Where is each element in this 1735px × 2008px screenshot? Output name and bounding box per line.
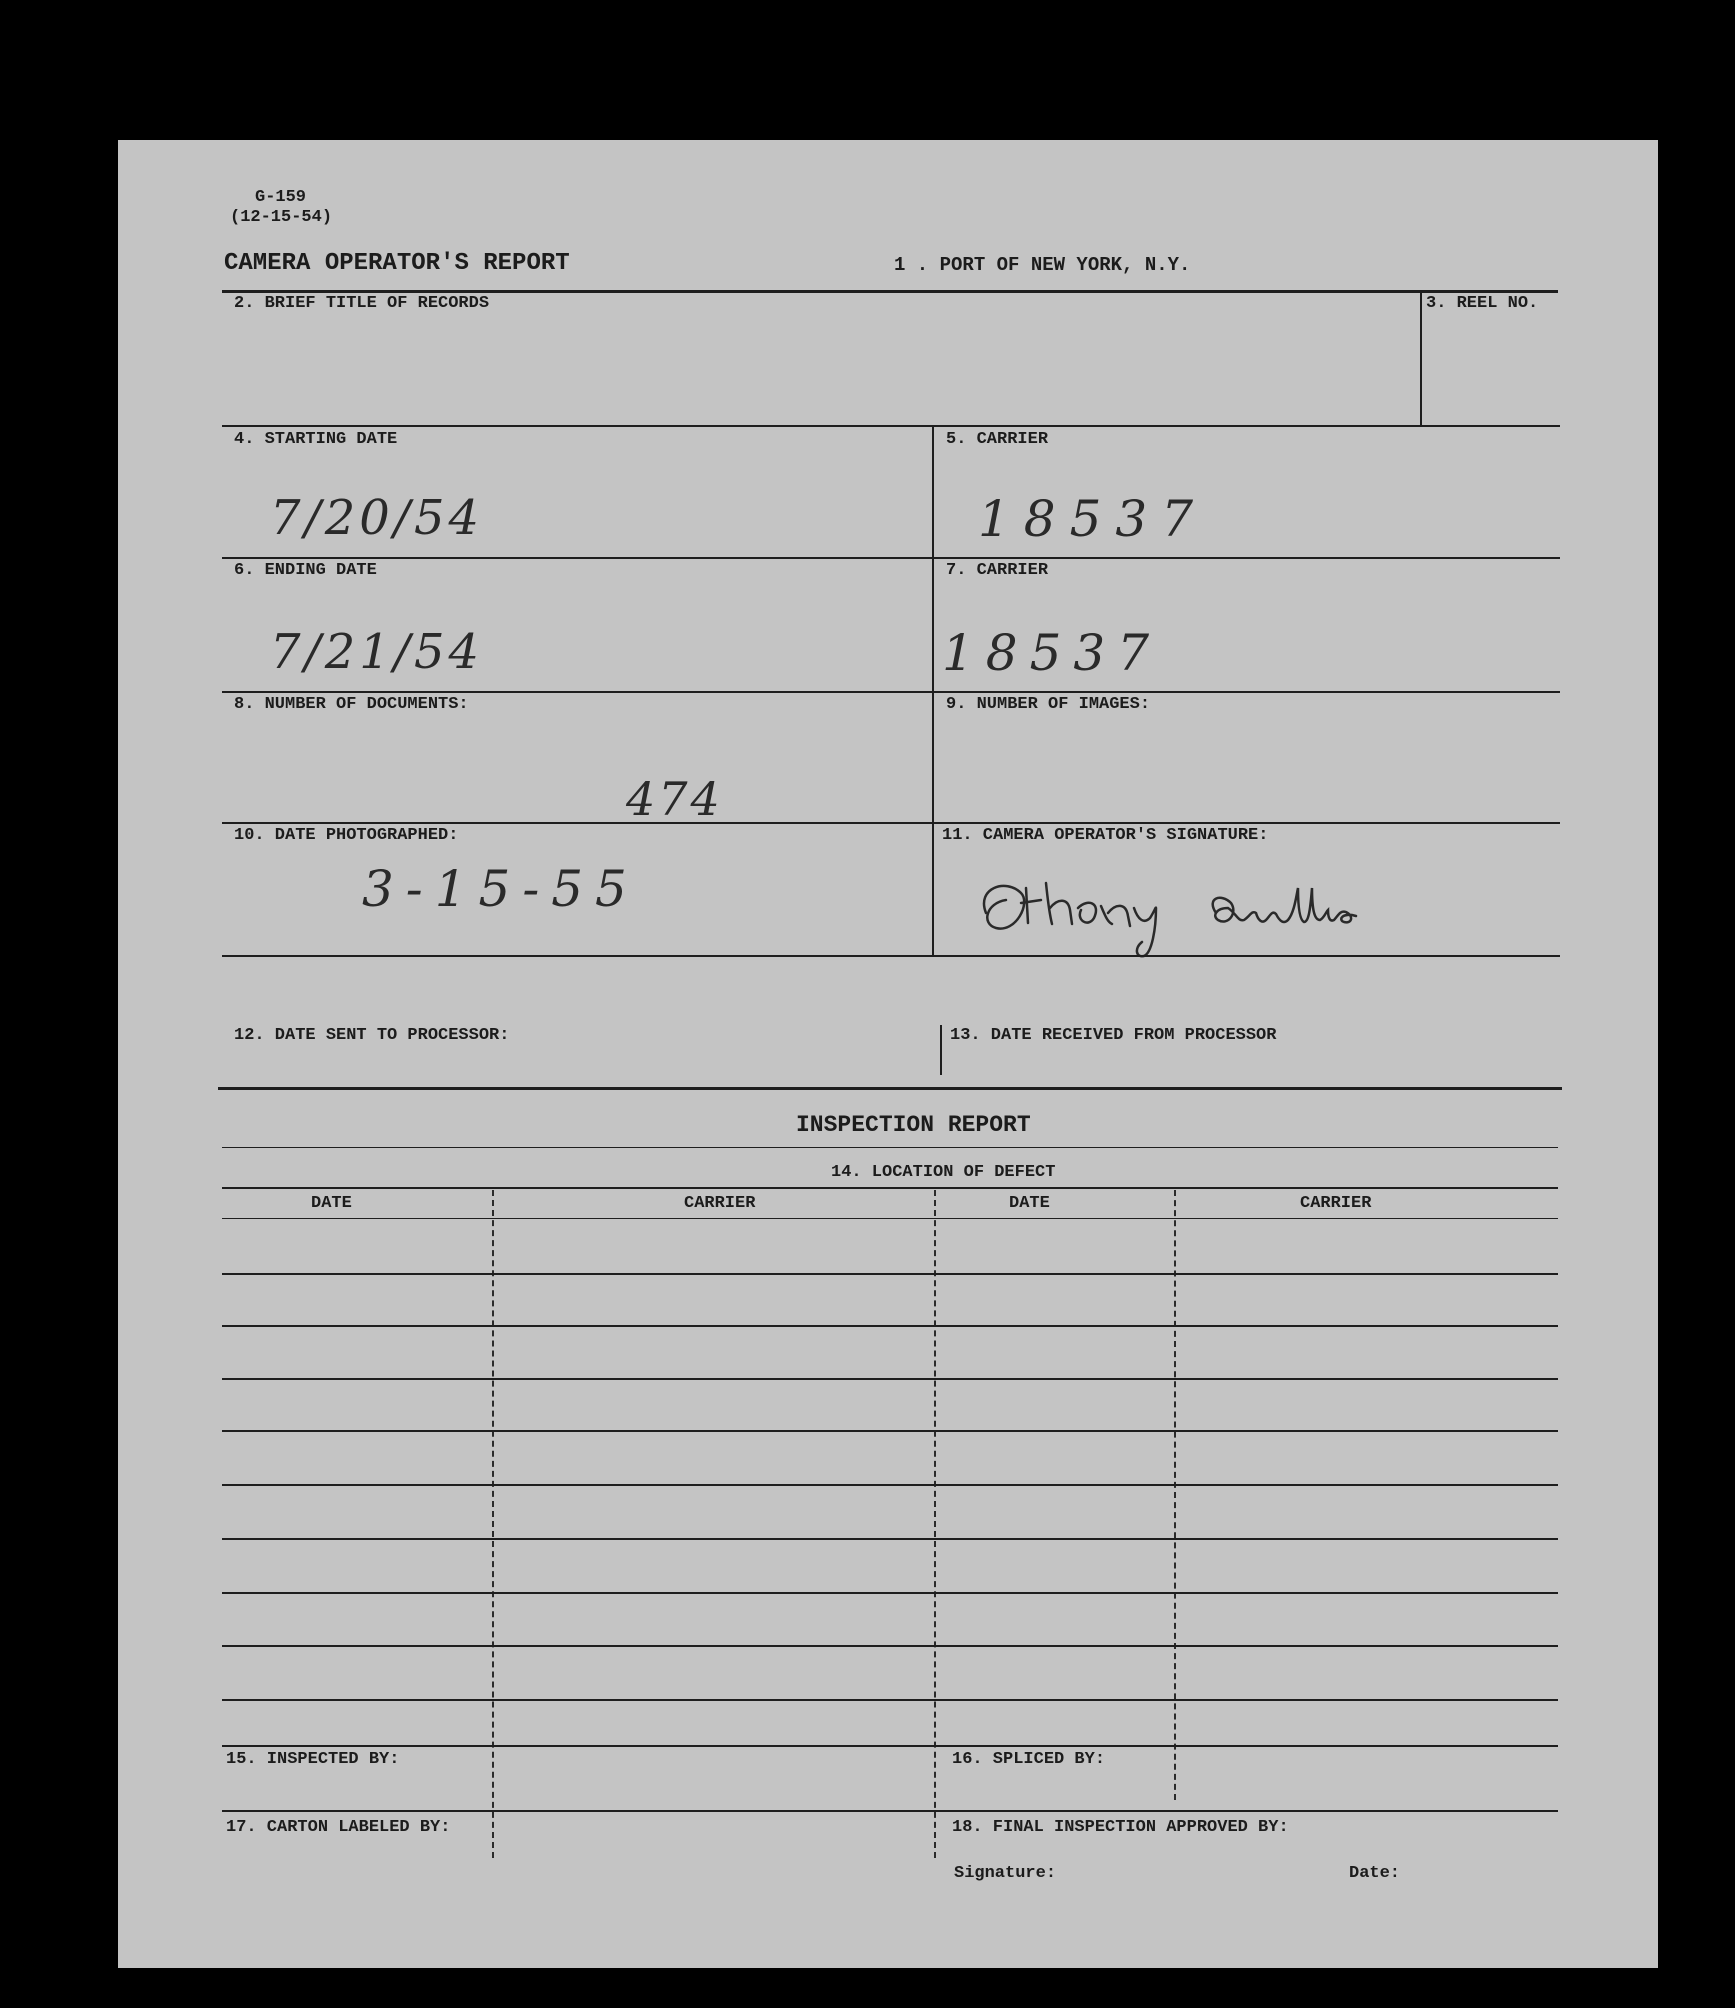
starting-date-label: 4. STARTING DATE <box>234 430 398 449</box>
num-documents-label: 8. NUMBER OF DOCUMENTS: <box>234 695 469 714</box>
carton-labeled-label: 17. CARTON LABELED BY: <box>226 1818 451 1837</box>
table-rule <box>222 1810 1558 1812</box>
final-inspection-label: 18. FINAL INSPECTION APPROVED BY: <box>952 1818 1289 1837</box>
inspected-by-label: 15. INSPECTED BY: <box>226 1750 400 1769</box>
date-photographed-value[interactable]: 3-15-55 <box>362 860 639 918</box>
table-rule <box>222 1430 1558 1432</box>
date-received-label: 13. DATE RECEIVED FROM PROCESSOR <box>950 1026 1277 1045</box>
inspected-by-field[interactable] <box>498 1750 918 1806</box>
rule-inspection-sub <box>222 1147 1558 1148</box>
table-rule <box>222 1645 1558 1647</box>
carrier-5-label: 5. CARRIER <box>946 430 1049 449</box>
col-header-carrier-1: CARRIER <box>684 1194 756 1213</box>
date-sent-label: 12. DATE SENT TO PROCESSOR: <box>234 1026 510 1045</box>
rule-row-10 <box>222 822 1560 824</box>
table-rule <box>222 1699 1558 1701</box>
port-label: 1 . PORT OF NEW YORK, N.Y. <box>894 254 1191 276</box>
inspection-heading: INSPECTION REPORT <box>796 1112 1031 1138</box>
date-received-field[interactable] <box>950 1052 1550 1072</box>
date-label: Date: <box>1349 1864 1401 1883</box>
rule-columns-top <box>222 1187 1558 1189</box>
carrier-7-label: 7. CARRIER <box>946 561 1049 580</box>
col-header-date-1: DATE <box>311 1194 352 1213</box>
table-rule <box>222 1325 1558 1327</box>
col-divider-3 <box>1174 1190 1176 1800</box>
date-photographed-label: 10. DATE PHOTOGRAPHED: <box>234 826 459 845</box>
rule-row-8 <box>222 691 1560 693</box>
carrier-5-value[interactable]: 18537 <box>978 490 1208 548</box>
table-rule <box>222 1592 1558 1594</box>
date-sent-field[interactable] <box>234 1052 894 1072</box>
divider-reel <box>1420 290 1422 426</box>
col-divider-1 <box>492 1190 494 1858</box>
signature-label: Signature: <box>954 1864 1057 1883</box>
col-header-carrier-2: CARRIER <box>1300 1194 1372 1213</box>
final-date-field[interactable] <box>1418 1864 1548 1888</box>
rule-inspection-top <box>218 1087 1562 1090</box>
ending-date-label: 6. ENDING DATE <box>234 561 377 580</box>
carrier-7-value[interactable]: 18537 <box>942 624 1162 682</box>
table-rule <box>222 1273 1558 1275</box>
form-number: G-159 <box>255 188 307 207</box>
divider-processor <box>940 1025 942 1075</box>
operator-signature <box>966 858 1566 958</box>
num-images-label: 9. NUMBER OF IMAGES: <box>946 695 1151 714</box>
rule-top <box>222 290 1558 293</box>
rule-row-12 <box>222 955 1560 957</box>
form-title: CAMERA OPERATOR'S REPORT <box>224 250 570 277</box>
form-page <box>118 140 1658 1968</box>
reel-no-field[interactable] <box>1426 320 1554 420</box>
brief-title-label: 2. BRIEF TITLE OF RECORDS <box>234 294 490 313</box>
brief-title-field[interactable] <box>234 320 1234 420</box>
col-header-date-2: DATE <box>1009 1194 1050 1213</box>
col-divider-2 <box>934 1190 936 1858</box>
spliced-by-field[interactable] <box>1138 1750 1548 1806</box>
num-images-field[interactable] <box>946 725 1546 815</box>
defect-location-heading: 14. LOCATION OF DEFECT <box>831 1163 1056 1182</box>
rule-row-6 <box>222 557 1560 559</box>
rule-row-4 <box>222 425 1560 427</box>
starting-date-value[interactable]: 7/20/54 <box>270 490 484 546</box>
table-rule <box>222 1218 1558 1219</box>
final-signature-field[interactable] <box>1078 1864 1278 1888</box>
form-revision: (12-15-54) <box>230 208 333 227</box>
ending-date-value[interactable]: 7/21/54 <box>270 624 484 680</box>
reel-no-label: 3. REEL NO. <box>1426 294 1539 313</box>
num-documents-value[interactable]: 474 <box>626 772 723 826</box>
spliced-by-label: 16. SPLICED BY: <box>952 1750 1106 1769</box>
carton-labeled-field[interactable] <box>498 1818 918 1848</box>
table-rule <box>222 1484 1558 1486</box>
table-rule <box>222 1538 1558 1540</box>
operator-signature-label: 11. CAMERA OPERATOR'S SIGNATURE: <box>942 826 1269 845</box>
table-rule <box>222 1745 1558 1747</box>
table-rule <box>222 1378 1558 1380</box>
